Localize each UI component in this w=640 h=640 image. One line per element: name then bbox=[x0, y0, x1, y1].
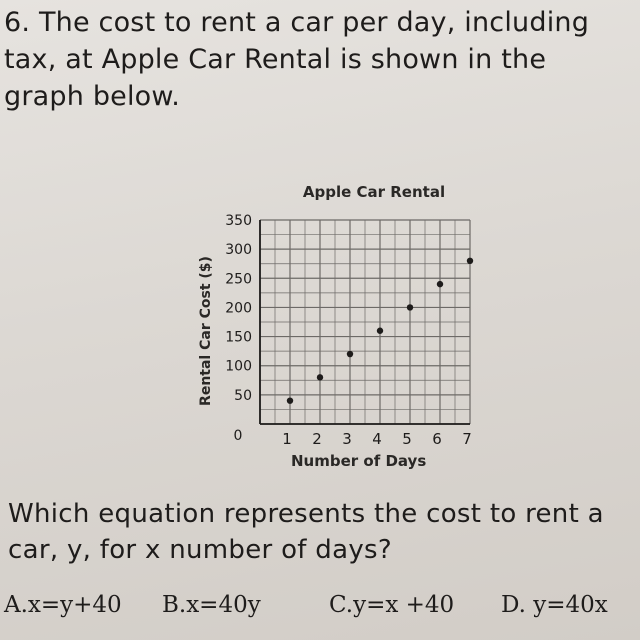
scatter-chart bbox=[176, 183, 476, 483]
x-tick-label: 3 bbox=[342, 430, 352, 448]
y-tick-label: 150 bbox=[225, 329, 252, 346]
option-c[interactable]: C.y=x +40 bbox=[329, 592, 455, 618]
question-prompt: Which equation represents the cost to rent a car, y, for x number of days? bbox=[8, 499, 604, 565]
x-tick-label: 1 bbox=[282, 430, 292, 448]
y-axis-label: Rental Car Cost ($) bbox=[198, 256, 214, 406]
y-tick-label: 200 bbox=[225, 300, 252, 317]
x-tick-label: 6 bbox=[432, 430, 442, 448]
option-a[interactable]: A.x=y+40 bbox=[4, 592, 122, 618]
data-point bbox=[347, 351, 353, 357]
y-tick-label: 300 bbox=[225, 242, 252, 259]
x-axis-label: Number of Days bbox=[291, 452, 427, 470]
x-tick-label: 7 bbox=[462, 430, 472, 448]
data-point bbox=[377, 328, 383, 334]
y-tick-label: 50 bbox=[234, 387, 252, 404]
question-text: 6. The cost to rent a car per day, including tax, at Apple Car Rental is shown in the graph below. bbox=[4, 7, 590, 112]
option-d[interactable]: D. y=40x bbox=[501, 592, 608, 618]
data-point bbox=[437, 281, 443, 287]
y-tick-label: 250 bbox=[225, 271, 252, 288]
data-point bbox=[287, 397, 293, 403]
option-b[interactable]: B.x=40y bbox=[162, 592, 261, 618]
answer-options bbox=[4, 592, 636, 626]
chart-title: Apple Car Rental bbox=[302, 183, 446, 201]
origin-label: 0 bbox=[233, 428, 243, 444]
x-tick-label: 2 bbox=[312, 430, 322, 448]
y-tick-label: 350 bbox=[225, 213, 252, 229]
data-point bbox=[467, 258, 473, 264]
data-point bbox=[317, 374, 323, 380]
x-tick-label: 5 bbox=[402, 430, 412, 448]
data-point bbox=[407, 304, 413, 310]
x-tick-label: 4 bbox=[372, 430, 382, 448]
chart-plot bbox=[176, 183, 476, 483]
y-tick-label: 100 bbox=[225, 358, 252, 375]
